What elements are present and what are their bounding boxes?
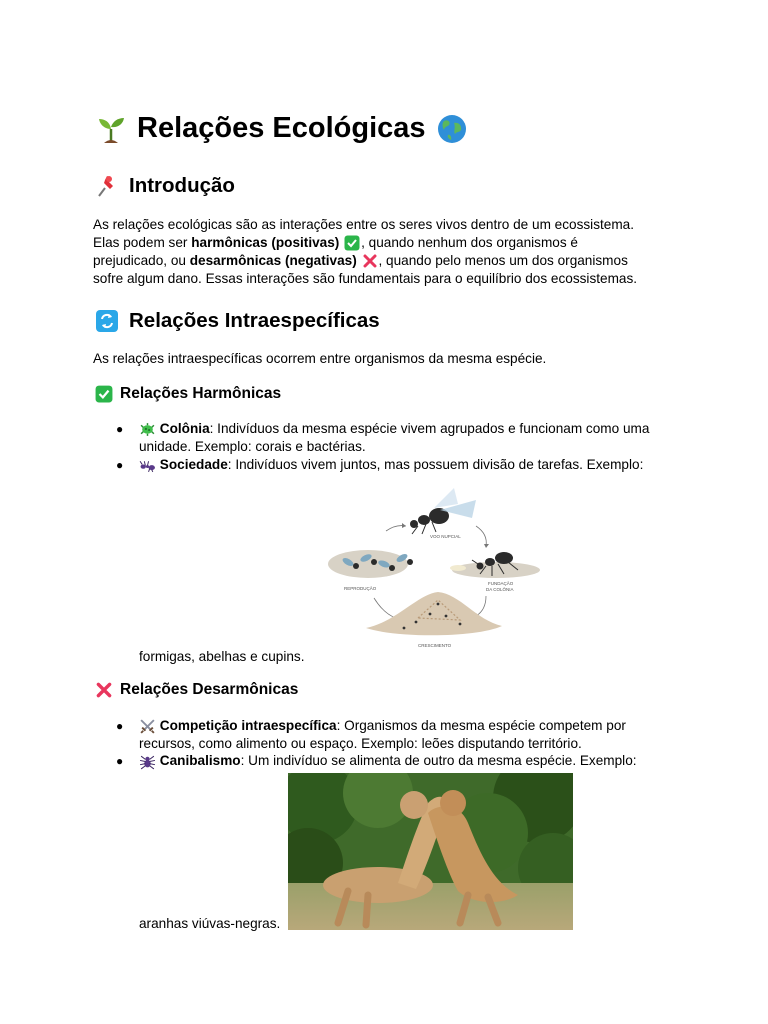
harmonic-heading: Relações Harmônicas bbox=[95, 385, 281, 403]
spider-icon bbox=[139, 753, 156, 770]
label-growth: CRESCIMENTO bbox=[418, 643, 452, 648]
check-box-icon bbox=[344, 235, 360, 251]
check-box-icon bbox=[95, 385, 113, 403]
list-bullet: ● bbox=[116, 458, 124, 472]
disharmonic-heading: Relações Desarmônicas bbox=[95, 681, 298, 699]
sprout-icon bbox=[95, 113, 127, 145]
cross-mark-icon bbox=[362, 253, 378, 269]
fighting-lions-photo bbox=[288, 773, 573, 930]
globe-icon bbox=[436, 113, 468, 145]
ant-icon bbox=[139, 457, 156, 474]
label-nuptial-flight: VOO NUPCIAL bbox=[430, 534, 461, 539]
intro-heading: Introdução bbox=[95, 174, 235, 198]
intra-paragraph: As relações intraespecíficas ocorrem entre organismos da mesma espécie. bbox=[93, 351, 547, 366]
cross-mark-icon bbox=[95, 681, 113, 699]
label-reproduction: REPRODUÇÃO bbox=[344, 586, 377, 591]
list-bullet: ● bbox=[116, 422, 124, 436]
pushpin-icon bbox=[95, 174, 119, 198]
list-bullet: ● bbox=[116, 719, 124, 733]
list-item-colony: Colônia: Indivíduos da mesma espécie vivem agrupados e funcionam como uma unidade. Exemplo: corais e bactérias. bbox=[139, 421, 650, 454]
intra-heading: Relações Intraespecíficas bbox=[95, 309, 380, 333]
society-example-tail: formigas, abelhas e cupins. bbox=[139, 649, 305, 664]
list-item-society: Sociedade: Indivíduos vivem juntos, mas possuem divisão de tarefas. Exemplo: bbox=[139, 456, 684, 474]
crossed-swords-icon bbox=[139, 718, 156, 735]
microbe-icon bbox=[139, 421, 156, 438]
intro-paragraph: As relações ecológicas são as interações entre os seres vivos dentro de um ecossistema. Elas podem ser harmônicas (positivas) , quando nenhum dos organismos é prejudicado, ou desarmônicas (negativas) , quando pelo menos um dos organismos sofre algum dano. Essas interações são fundamentais para o equilíbrio dos ecossistemas. bbox=[93, 217, 638, 286]
label-foundation-2: DA COLÔNIA bbox=[486, 587, 514, 592]
list-bullet: ● bbox=[116, 754, 124, 768]
page-title bbox=[95, 112, 468, 145]
label-foundation-1: FUNDAÇÃO bbox=[488, 581, 514, 586]
arrows-cycle-icon bbox=[95, 309, 119, 333]
list-item-cannibalism: Canibalismo: Um indivíduo se alimenta de outro da mesma espécie. Exemplo: bbox=[139, 752, 684, 770]
page-title-text: Relações Ecológicas bbox=[137, 112, 426, 144]
ant-lifecycle-figure bbox=[326, 486, 542, 650]
list-item-competition: Competição intraespecífica: Organismos da mesma espécie competem por recursos, como alimento ou espaço. Exemplo: leões disputando território. bbox=[139, 718, 626, 751]
cannibalism-example-tail: aranhas viúvas-negras. bbox=[139, 916, 281, 931]
